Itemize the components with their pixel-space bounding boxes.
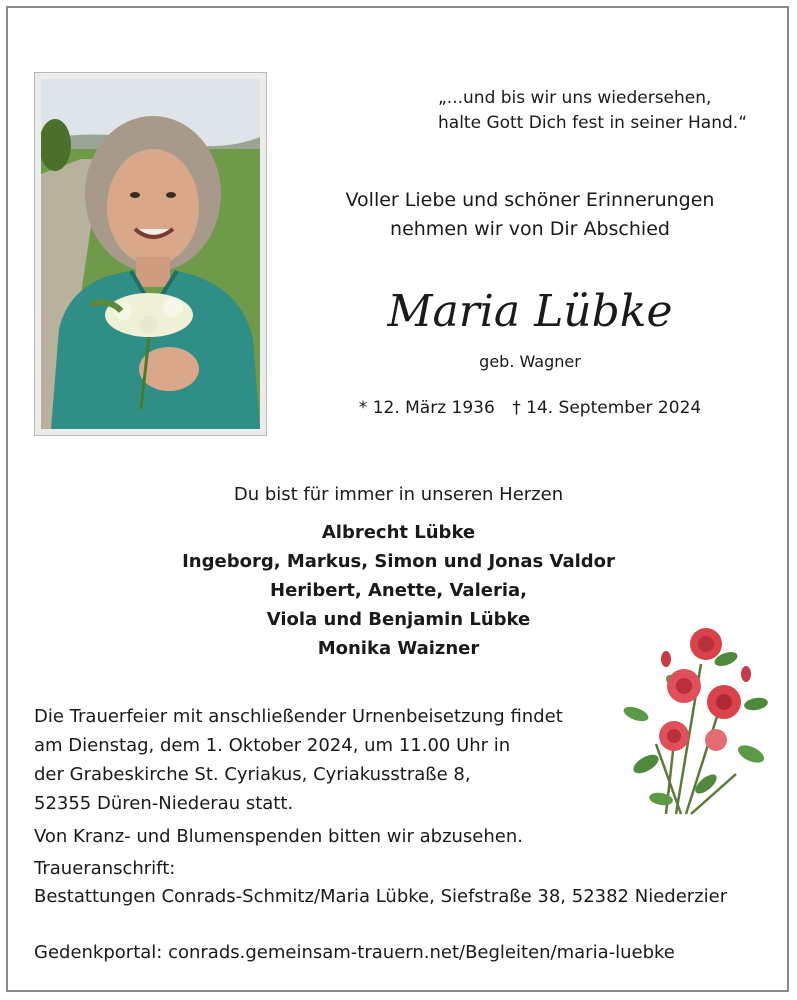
death-date: † 14. September 2024 (512, 398, 702, 418)
portrait-photo (41, 79, 260, 429)
quote-line: „...und bis wir uns wiedersehen, (438, 88, 712, 108)
maiden-name: geb. Wagner (479, 352, 581, 371)
portrait-frame (34, 72, 267, 436)
service-details (34, 702, 614, 818)
no-flowers-note: Von Kranz- und Blumenspenden bitten wir abzusehen. (34, 826, 523, 847)
service-line: am Dienstag, dem 1. Oktober 2024, um 11.00 Uhr in (34, 735, 511, 756)
service-line: Die Trauerfeier mit anschließender Urnenbeisetzung findet (34, 706, 563, 727)
mourner-name: Monika Waizner (317, 638, 480, 659)
roses-illustration (606, 604, 776, 828)
intro-line: nehmen wir von Dir Abschied (390, 218, 670, 240)
service-line: der Grabeskirche St. Cyriakus, Cyriakusstraße 8, (34, 764, 471, 785)
mourning-address: Bestattungen Conrads-Schmitz/Maria Lübke, Siefstraße 38, 52382 Niederzier (34, 886, 728, 907)
mourner-name: Viola und Benjamin Lübke (266, 609, 531, 630)
intro-line: Voller Liebe und schöner Erinnerungen (345, 189, 715, 211)
memorial-portal-link[interactable]: Gedenkportal: conrads.gemeinsam-trauern.net/Begleiten/maria-luebke (34, 942, 675, 963)
service-line: 52355 Düren-Niederau statt. (34, 793, 294, 814)
mourner-name: Albrecht Lübke (321, 522, 476, 543)
birth-date: * 12. März 1936 (358, 398, 495, 418)
life-dates (290, 398, 770, 418)
quote-line: halte Gott Dich fest in seiner Hand.“ (438, 113, 748, 133)
address-label: Traueranschrift: (34, 858, 176, 879)
mourner-name: Heribert, Anette, Valeria, (270, 580, 527, 601)
mourners-heading: Du bist für immer in unseren Herzen (233, 484, 564, 505)
mourner-name: Ingeborg, Markus, Simon und Jonas Valdor (182, 551, 615, 572)
intro-text (290, 186, 770, 244)
quote (380, 86, 797, 136)
deceased-name: Maria Lübke (387, 286, 673, 337)
